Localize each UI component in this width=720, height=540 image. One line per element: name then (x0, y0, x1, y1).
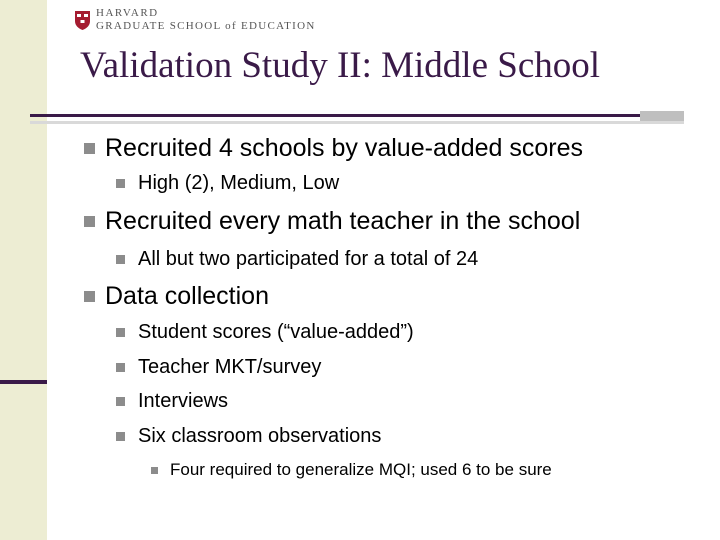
bullet-text: Recruited every math teacher in the school (105, 207, 581, 235)
title-underline (30, 114, 640, 117)
harvard-shield-icon (75, 11, 90, 30)
bullet-item (151, 460, 552, 480)
bullet-square-icon (116, 363, 125, 372)
bullet-square-icon (116, 255, 125, 264)
bullet-text: All but two participated for a total of 24 (138, 248, 479, 270)
bullet-square-icon (116, 432, 125, 441)
bullet-square-icon (84, 216, 95, 227)
bullet-text: Four required to generalize MQI; used 6 to be sure (170, 460, 552, 479)
bullet-item (116, 356, 321, 379)
bullet-item (84, 282, 269, 311)
bullet-item (84, 207, 580, 236)
bullet-square-icon (151, 467, 158, 474)
bullet-text: High (2), Medium, Low (138, 172, 340, 194)
bullet-item (116, 248, 478, 271)
title-underline-accent (640, 111, 684, 121)
bullet-square-icon (84, 143, 95, 154)
bullet-text: Interviews (138, 390, 229, 412)
bullet-text: Student scores (“value-added”) (138, 321, 414, 343)
bullet-text: Data collection (105, 282, 269, 310)
bullet-text: Six classroom observations (138, 425, 382, 447)
harvard-gse-logo (75, 8, 316, 32)
bullet-text: Recruited 4 schools by value-added scores (105, 134, 584, 162)
bullet-square-icon (116, 397, 125, 406)
slide-title: Validation Study II: Middle School (80, 45, 601, 86)
bullet-square-icon (116, 328, 125, 337)
logo-text-harvard: HARVARD (96, 7, 159, 19)
bullet-square-icon (116, 179, 125, 188)
header-strip (47, 0, 720, 38)
left-accent-band (0, 0, 47, 540)
title-underline-shadow (30, 121, 684, 124)
logo-text-gse: GRADUATE SCHOOL of EDUCATION (96, 20, 316, 32)
bullet-item (116, 425, 381, 448)
bullet-text: Teacher MKT/survey (138, 356, 322, 378)
bullet-item (84, 134, 583, 163)
bullet-item (116, 390, 228, 413)
left-band-divider (0, 380, 47, 384)
bullet-item (116, 172, 339, 195)
bullet-square-icon (84, 291, 95, 302)
bullet-item (116, 321, 414, 344)
